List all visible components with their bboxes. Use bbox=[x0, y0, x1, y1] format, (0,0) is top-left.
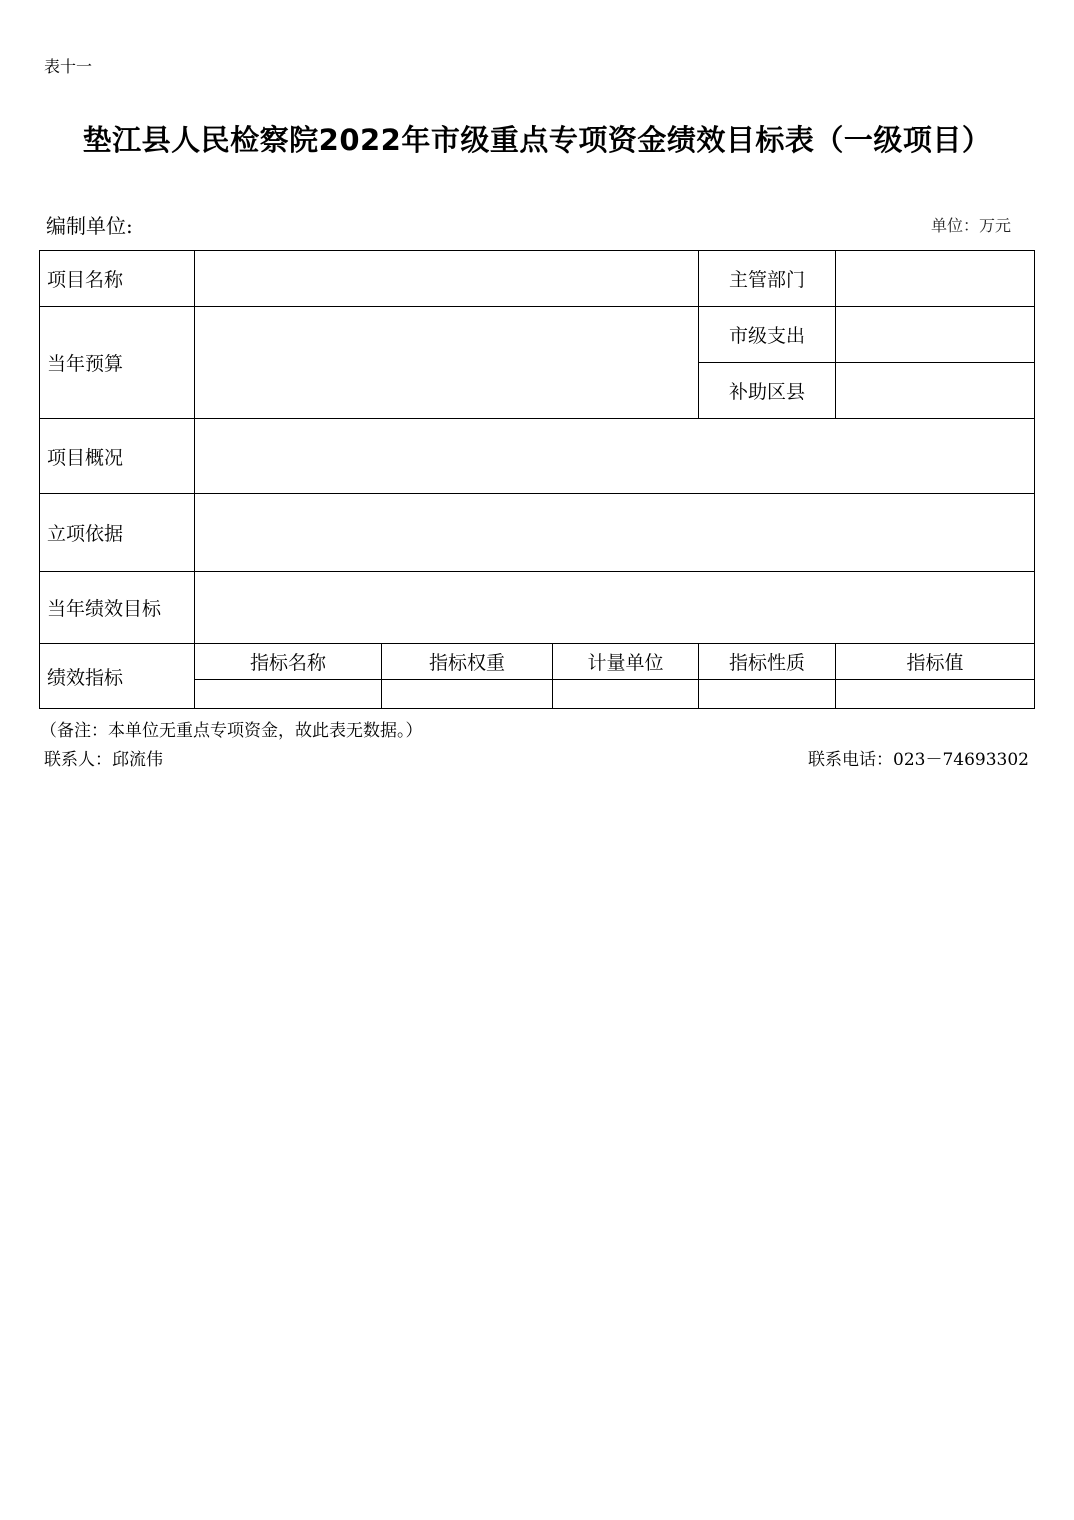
project-name-label: 项目名称 bbox=[40, 251, 195, 307]
county-subsidy-label: 补助区县 bbox=[699, 363, 836, 419]
indicator-nature-header: 指标性质 bbox=[699, 644, 836, 680]
indicators-label: 绩效指标 bbox=[40, 644, 195, 709]
indicator-name-header: 指标名称 bbox=[195, 644, 382, 680]
contact-phone: 联系电话：023－74693302 bbox=[808, 750, 1029, 770]
city-expense-value bbox=[836, 307, 1035, 363]
project-name-value bbox=[195, 251, 699, 307]
indicator-weight-header: 指标权重 bbox=[382, 644, 553, 680]
indicator-value-header: 指标值 bbox=[836, 644, 1035, 680]
compiler-label: 编制单位: bbox=[46, 214, 133, 238]
annual-budget-value bbox=[195, 307, 699, 419]
indicator-name-cell bbox=[195, 680, 382, 709]
department-label: 主管部门 bbox=[699, 251, 836, 307]
project-overview-value bbox=[195, 419, 1035, 494]
indicator-nature-cell bbox=[699, 680, 836, 709]
measure-unit-cell bbox=[553, 680, 699, 709]
annual-budget-label: 当年预算 bbox=[40, 307, 195, 419]
basis-label: 立项依据 bbox=[40, 494, 195, 572]
indicator-weight-cell bbox=[382, 680, 553, 709]
annual-goal-label: 当年绩效目标 bbox=[40, 572, 195, 644]
project-overview-label: 项目概况 bbox=[40, 419, 195, 494]
city-expense-label: 市级支出 bbox=[699, 307, 836, 363]
table-number-label: 表十一 bbox=[44, 57, 93, 76]
county-subsidy-value bbox=[836, 363, 1035, 419]
indicator-value-cell bbox=[836, 680, 1035, 709]
unit-label: 单位：万元 bbox=[930, 216, 1011, 235]
measure-unit-header: 计量单位 bbox=[553, 644, 699, 680]
contact-person: 联系人：邱流伟 bbox=[44, 750, 163, 770]
document-title: 垫江县人民检察院2022年市级重点专项资金绩效目标表（一级项目） bbox=[82, 123, 992, 157]
remark-note: （备注：本单位无重点专项资金，故此表无数据。） bbox=[40, 721, 423, 741]
basis-value bbox=[195, 494, 1035, 572]
performance-target-table bbox=[39, 250, 1035, 709]
annual-goal-value bbox=[195, 572, 1035, 644]
department-value bbox=[836, 251, 1035, 307]
